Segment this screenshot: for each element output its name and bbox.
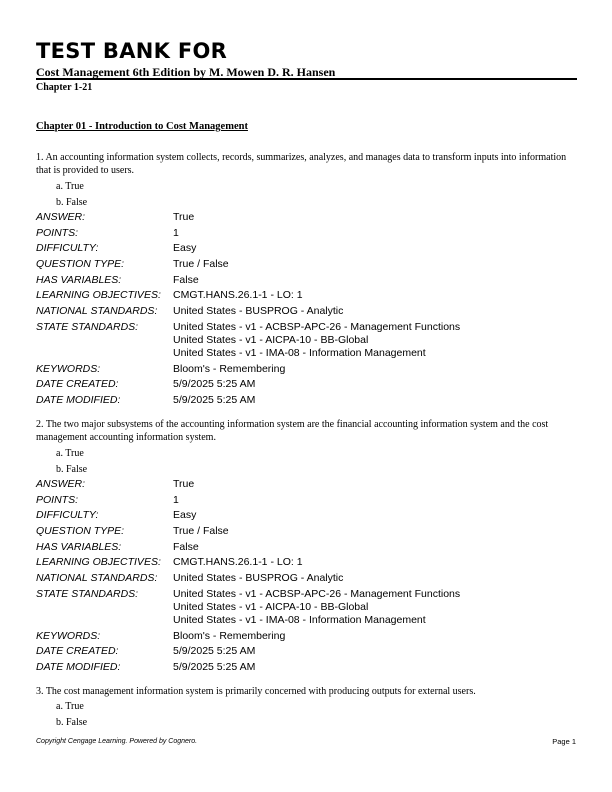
meta-points	[36, 494, 576, 507]
meta-label: LEARNING OBJECTIVES:	[36, 289, 161, 302]
meta-label: ANSWER:	[36, 211, 86, 223]
meta-value-list	[173, 321, 576, 360]
meta-value: United States - BUSPROG - Analytic	[173, 305, 344, 318]
meta-value: True / False	[173, 258, 229, 271]
meta-value: 5/9/2025 5:25 AM	[173, 660, 256, 673]
meta-label: HAS VARIABLES:	[36, 273, 122, 286]
meta-value: 5/9/2025 5:25 AM	[173, 378, 256, 391]
state-standard-item: United States - v1 - IMA-08 - Information Management	[173, 613, 426, 626]
state-standard-item: United States - v1 - ACBSP-APC-26 - Management Functions	[173, 320, 461, 333]
option-a: a. True	[56, 448, 84, 459]
meta-value: True	[173, 478, 195, 490]
question-1	[36, 151, 576, 407]
option-a: a. True	[56, 181, 84, 192]
answer-options	[36, 179, 576, 210]
meta-label: HAS VARIABLES:	[36, 540, 122, 553]
meta-label: KEYWORDS:	[36, 362, 101, 375]
meta-value: 1	[173, 226, 179, 239]
meta-question-type	[36, 258, 576, 271]
meta-label: POINTS:	[36, 226, 79, 239]
meta-label: QUESTION TYPE:	[36, 525, 125, 538]
meta-date-created	[36, 378, 576, 391]
chapter-heading: Chapter 01 - Introduction to Cost Management	[36, 121, 248, 132]
meta-label: ANSWER:	[36, 478, 86, 490]
question-text: 3. The cost management information system is primarily concerned with producing outputs for external users.	[36, 686, 476, 697]
chapter-range: Chapter 1-21	[36, 82, 93, 93]
meta-label: NATIONAL STANDARDS:	[36, 305, 158, 318]
meta-value: True / False	[173, 525, 229, 538]
meta-label: LEARNING OBJECTIVES:	[36, 556, 161, 569]
answer-options	[36, 699, 576, 730]
meta-value: True	[173, 211, 195, 223]
meta-value: 5/9/2025 5:25 AM	[173, 645, 256, 658]
question-metadata	[36, 211, 576, 407]
meta-keywords	[36, 363, 576, 376]
footer-copyright: Copyright Cengage Learning. Powered by Cognero.	[36, 738, 198, 745]
question-2	[36, 418, 576, 674]
meta-value: False	[173, 273, 199, 286]
meta-date-created	[36, 645, 576, 658]
meta-label: STATE STANDARDS:	[36, 587, 139, 600]
question-text: 2. The two major subsystems of the accounting information system are the financial accounting information system and the cost management accounting information system.	[36, 419, 549, 443]
meta-difficulty	[36, 242, 576, 255]
meta-value: 1	[173, 493, 179, 506]
meta-label: POINTS:	[36, 493, 79, 506]
meta-value: CMGT.HANS.26.1-1 - LO: 1	[173, 289, 303, 302]
meta-learning-objectives	[36, 556, 576, 569]
meta-state-standards	[36, 321, 576, 360]
book-subtitle: Cost Management 6th Edition by M. Mowen D. R. Hansen	[36, 65, 336, 79]
meta-learning-objectives	[36, 289, 576, 302]
meta-date-modified	[36, 661, 576, 674]
meta-value: Easy	[173, 509, 197, 522]
meta-value: Bloom's - Remembering	[173, 362, 286, 375]
meta-answer	[36, 478, 576, 491]
meta-label: DATE MODIFIED:	[36, 393, 121, 406]
meta-national-standards	[36, 572, 576, 585]
meta-label: DATE MODIFIED:	[36, 660, 121, 673]
answer-options	[36, 446, 576, 477]
meta-points	[36, 227, 576, 240]
meta-value: United States - BUSPROG - Analytic	[173, 572, 344, 585]
meta-label: DATE CREATED:	[36, 645, 119, 658]
meta-difficulty	[36, 509, 576, 522]
state-standard-item: United States - v1 - ACBSP-APC-26 - Management Functions	[173, 587, 461, 600]
meta-label: QUESTION TYPE:	[36, 258, 125, 271]
meta-question-type	[36, 525, 576, 538]
document-title: TEST BANK FOR	[36, 39, 228, 63]
meta-value: Easy	[173, 242, 197, 255]
meta-label: KEYWORDS:	[36, 629, 101, 642]
meta-has-variables	[36, 274, 576, 287]
meta-date-modified	[36, 394, 576, 407]
state-standard-item: United States - v1 - AICPA-10 - BB-Global	[173, 600, 369, 613]
meta-value: Bloom's - Remembering	[173, 629, 286, 642]
meta-has-variables	[36, 541, 576, 554]
question-text: 1. An accounting information system collects, records, summarizes, analyzes, and manages data to transform inputs into information that is provided to users.	[36, 152, 567, 176]
meta-value-list	[173, 588, 576, 627]
state-standard-item: United States - v1 - AICPA-10 - BB-Global	[173, 333, 369, 346]
option-b: b. False	[56, 463, 88, 475]
question-metadata	[36, 478, 576, 674]
option-a: a. True	[56, 701, 84, 712]
header-rule	[36, 78, 577, 80]
meta-national-standards	[36, 305, 576, 318]
meta-state-standards	[36, 588, 576, 627]
meta-keywords	[36, 630, 576, 643]
meta-value: False	[173, 540, 199, 553]
meta-label: DATE CREATED:	[36, 378, 119, 391]
page-number: Page 1	[552, 737, 576, 746]
option-b: b. False	[56, 716, 88, 728]
meta-label: DIFFICULTY:	[36, 242, 99, 255]
meta-value: CMGT.HANS.26.1-1 - LO: 1	[173, 556, 303, 569]
state-standard-item: United States - v1 - IMA-08 - Information Management	[173, 346, 426, 359]
meta-value: 5/9/2025 5:25 AM	[173, 393, 256, 406]
meta-label: DIFFICULTY:	[36, 509, 99, 522]
question-3	[36, 685, 576, 730]
meta-label: STATE STANDARDS:	[36, 320, 139, 333]
meta-label: NATIONAL STANDARDS:	[36, 572, 158, 585]
option-b: b. False	[56, 196, 88, 208]
meta-answer	[36, 211, 576, 224]
